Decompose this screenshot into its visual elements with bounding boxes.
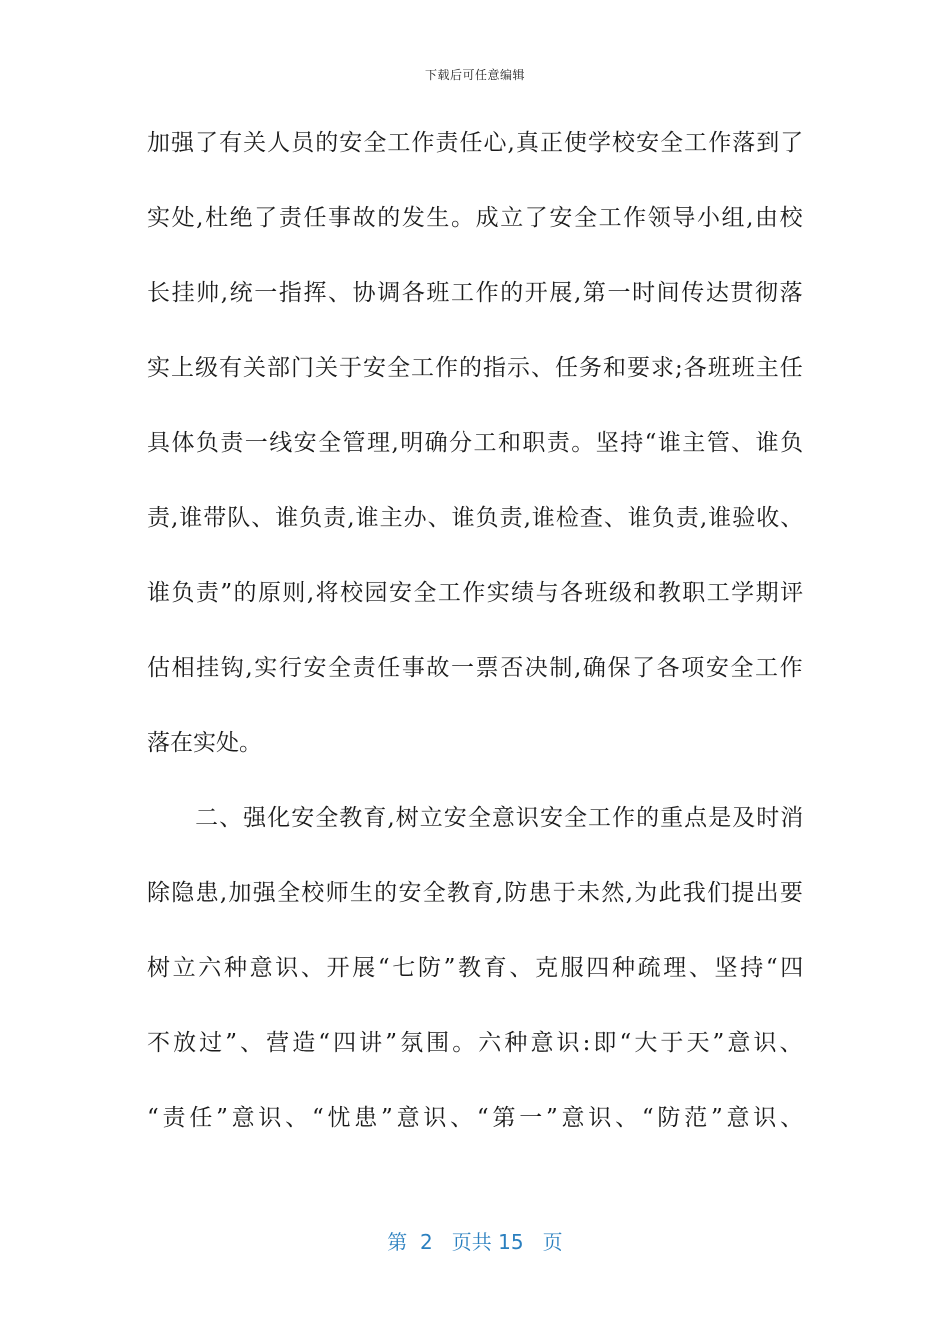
text-line: 加强了有关人员的安全工作责任心,真正使学校安全工作落到了	[147, 130, 805, 156]
text-line: 谁负责”的原则,将校园安全工作实绩与各班级和教职工学期评	[147, 580, 805, 606]
text-line: 落在实处。	[147, 730, 262, 756]
text-line: 实上级有关部门关于安全工作的指示、任务和要求;各班班主任	[147, 355, 804, 381]
text-line: 树立六种意识、开展“七防”教育、克服四种疏理、坚持“四	[147, 955, 806, 981]
text-line: 实处,杜绝了责任事故的发生。成立了安全工作领导小组,由校	[147, 205, 805, 231]
page-number-footer: 第 2 页共 15 页	[387, 1230, 563, 1254]
text-line: 长挂帅,统一指挥、协调各班工作的开展,第一时间传达贯彻落	[147, 280, 805, 306]
text-line: 责,谁带队、谁负责,谁主办、谁负责,谁检查、谁负责,谁验收、	[147, 505, 805, 531]
text-line: “责任”意识、“忧患”意识、“第一”意识、“防范”意识、	[147, 1105, 807, 1131]
text-line: 除隐患,加强全校师生的安全教育,防患于未然,为此我们提出要	[147, 880, 805, 906]
text-line: 具体负责一线安全管理,明确分工和职责。坚持“谁主管、谁负	[147, 430, 805, 456]
page-header: 下载后可任意编辑	[424, 68, 525, 82]
section-heading-line: 二、强化安全教育,树立安全意识安全工作的重点是及时消	[147, 805, 805, 831]
text-line: 不放过”、营造“四讲”氛围。六种意识:即“大于天”意识、	[147, 1030, 806, 1056]
text-line: 估相挂钩,实行安全责任事故一票否决制,确保了各项安全工作	[147, 655, 805, 681]
